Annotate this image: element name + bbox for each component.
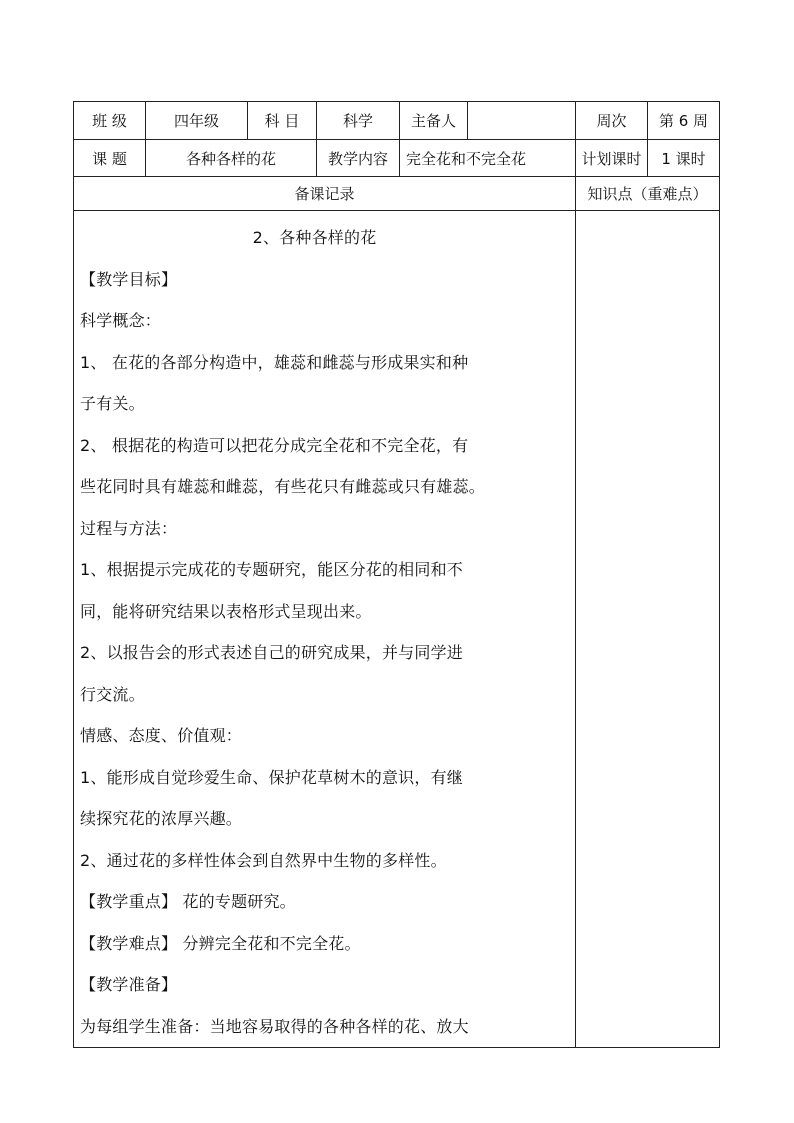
lesson-line: 1、根据提示完成花的专题研究，能区分花的相同和不	[80, 560, 463, 579]
lesson-line: 为每组学生准备：当地容易取得的各种各样的花、放大	[80, 1016, 469, 1036]
topic-value: 各种各样的花	[146, 140, 317, 177]
lesson-line: 2、通过花的多样性体会到自然界中生物的多样性。	[80, 850, 447, 870]
class-label: 班 级	[74, 102, 146, 140]
lesson-line: 【教学目标】	[80, 269, 178, 289]
week-label: 周次	[576, 102, 648, 140]
week-value: 第 6 周	[648, 102, 720, 140]
hours-label: 计划课时	[576, 140, 648, 177]
content-row	[74, 211, 720, 1048]
lesson-line: 科学概念：	[80, 311, 162, 330]
header-row-2	[74, 140, 720, 177]
lesson-line: 情感、态度、价值观：	[80, 726, 243, 745]
lesson-line: 【教学难点】 分辨完全花和不完全花。	[80, 933, 361, 953]
lesson-line: 些花同时具有雄蕊和雌蕊，有些花只有雌蕊或只有雄蕊。	[80, 477, 486, 496]
lesson-content	[74, 211, 575, 1047]
lesson-line: 1、能形成自觉珍爱生命、保护花草树木的意识，有继	[80, 767, 463, 787]
knowledge-label: 知识点（重难点）	[576, 177, 720, 211]
lesson-line: 【教学重点】 花的专题研究。	[80, 892, 296, 911]
lesson-line: 过程与方法：	[80, 518, 178, 538]
hours-value: 1 课时	[648, 140, 720, 177]
lesson-line: 行交流。	[80, 684, 145, 704]
subject-value: 科学	[317, 102, 400, 140]
record-label: 备课记录	[74, 177, 576, 211]
class-value: 四年级	[146, 102, 248, 140]
lesson-line: 同，能将研究结果以表格形式呈现出来。	[80, 601, 372, 621]
subject-label: 科 目	[248, 102, 317, 140]
lesson-plan-table	[73, 101, 720, 1048]
lesson-title: 2、各种各样的花	[252, 228, 377, 247]
preparer-value	[468, 102, 576, 140]
knowledge-points-cell	[576, 211, 720, 1048]
content-value: 完全花和不完全花	[400, 140, 576, 177]
topic-label: 课 题	[74, 140, 146, 177]
lesson-record-cell	[74, 211, 576, 1048]
lesson-line: 续探究花的浓厚兴趣。	[80, 809, 243, 828]
header-row-3	[74, 177, 720, 211]
preparer-label: 主备人	[400, 102, 468, 140]
lesson-line: 1、 在花的各部分构造中，雄蕊和雌蕊与形成果实和种	[80, 352, 469, 372]
lesson-line: 2、以报告会的形式表述自己的研究成果，并与同学进	[80, 643, 463, 662]
header-row-1	[74, 102, 720, 140]
lesson-line: 子有关。	[80, 394, 145, 413]
lesson-line: 【教学准备】	[80, 975, 178, 994]
content-label: 教学内容	[317, 140, 400, 177]
lesson-line: 2、 根据花的构造可以把花分成完全花和不完全花，有	[80, 435, 469, 455]
